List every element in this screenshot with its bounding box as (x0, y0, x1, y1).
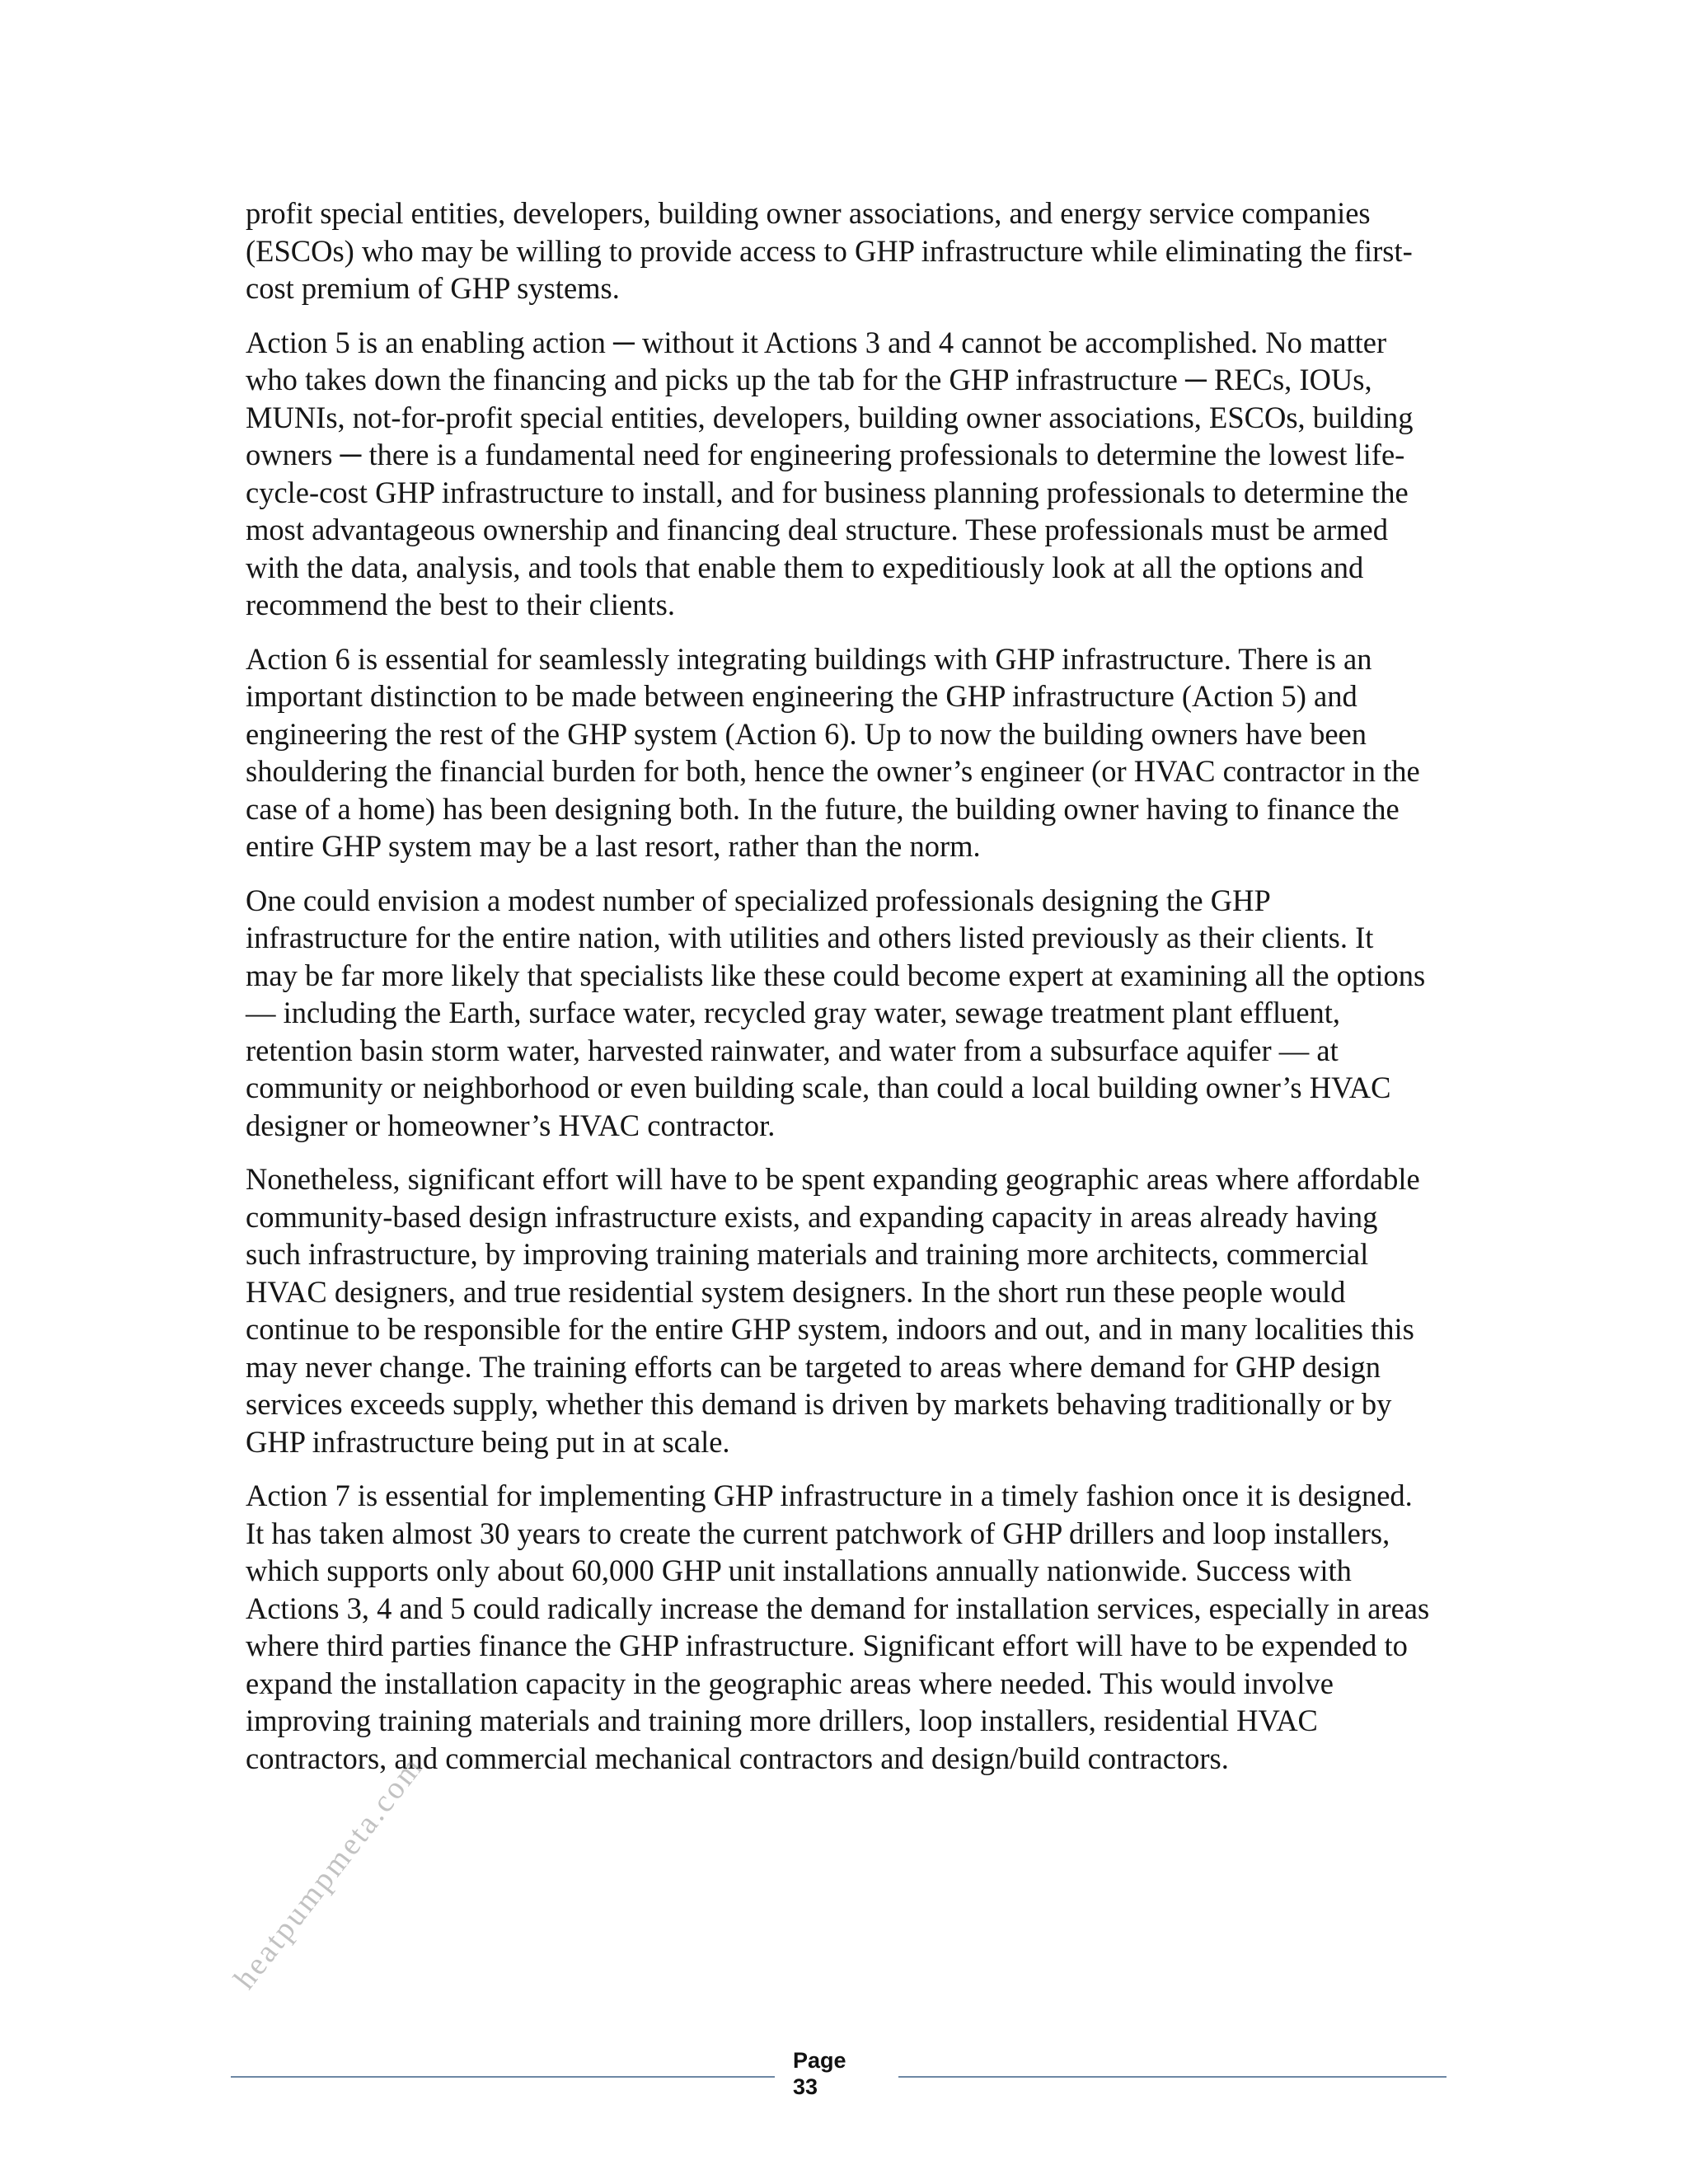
page-number-value: 33 (793, 2074, 818, 2099)
footer-rule-right (898, 2076, 1447, 2078)
page-number (793, 2047, 884, 2100)
footer-rule-left (231, 2076, 775, 2078)
paragraph-action-5: Action 5 is an enabling action ─ without it Actions 3 and 4 cannot be accomplished. No matter who takes down the financing and picks up the tab for the GHP infrastructure ─ RECs, IOUs, MUNIs, not-for-profit special entities, developers, building owner associations, ESCOs, building owners ─ there is a fundamental need for engineering professionals to determine the lowest life-cycle-cost GHP infrastructure to install, and for business planning professionals to determine the most advantageous ownership and financing deal structure. These professionals must be armed with the data, analysis, and tools that enable them to expeditiously look at all the options and recommend the best to their clients. (246, 325, 1414, 621)
paragraph-continuation: profit special entities, developers, building owner associations, and energy service companies (ESCOs) who may be willing to provide access to GHP infrastructure while eliminating the first-cost premium of GHP systems. (246, 196, 1413, 305)
page-label: Page (793, 2048, 846, 2073)
watermark: heatpumpmeta.com (227, 1749, 431, 1996)
body-text (246, 194, 1432, 1793)
paragraph-action-7: Action 7 is essential for implementing GHP infrastructure in a timely fashion once it is designed. It has taken almost 30 years to create the current patchwork of GHP drillers and loop installers, which supports only about 60,000 GHP unit installations annually nationwide. Success with Actions 3, 4 and 5 could radically increase the demand for installation services, especially in areas where third parties finance the GHP infrastructure. Significant effort will have to be expended to expand the installation capacity in the geographic areas where needed. This would involve improving training materials and training more drillers, loop installers, residential HVAC contractors, and commercial mechanical contractors and design/build contractors. (246, 1479, 1430, 1775)
paragraph-specialists: One could envision a modest number of specialized professionals designing the GHP infrastructure for the entire nation, with utilities and others listed previously as their clients. It may be far more likely that specialists like these could become expert at examining all the options — including the Earth, surface water, recycled gray water, sewage treatment plant effluent, retention basin storm water, harvested rainwater, and water from a subsurface aquifer — at community or neighborhood or even building scale, than could a local building owner’s HVAC designer or homeowner’s HVAC contractor. (246, 883, 1426, 1142)
paragraph-nonetheless: Nonetheless, significant effort will have to be spent expanding geographic areas where affordable community-based design infrastructure exists, and expanding capacity in areas already having such infrastructure, by improving training materials and training more architects, commercial HVAC designers, and true residential system designers. In the short run these people would continue to be responsible for the entire GHP system, indoors and out, and in many localities this may never change. The training efforts can be targeted to areas where demand for GHP design services exceeds supply, whether this demand is driven by markets behaving traditionally or by GHP infrastructure being put in at scale. (246, 1162, 1420, 1459)
paragraph-action-6: Action 6 is essential for seamlessly integrating buildings with GHP infrastructure. There is an important distinction to be made between engineering the GHP infrastructure (Action 5) and engineering the rest of the GHP system (Action 6). Up to now the building owners have been shouldering the financial burden for both, hence the owner’s engineer (or HVAC contractor in the case of a home) has been designing both. In the future, the building owner having to finance the entire GHP system may be a last resort, rather than the norm. (246, 641, 1420, 863)
